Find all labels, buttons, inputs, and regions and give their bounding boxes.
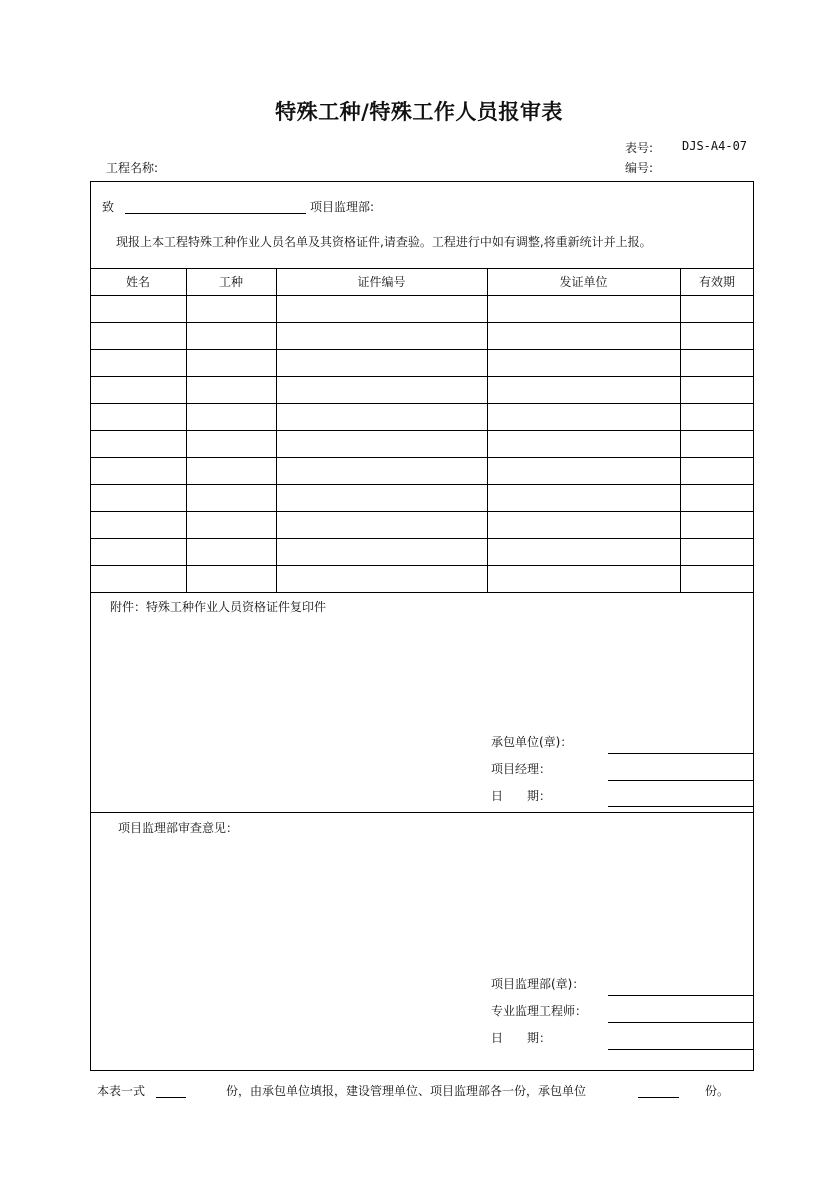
table-cell[interactable] [277,539,486,564]
attachment-text: 附件：特殊工种作业人员资格证件复印件 [110,600,327,614]
column-header-certificate-no: 证件编号 [357,275,406,289]
column-header-issuer: 发证单位 [559,275,608,289]
table-cell[interactable] [488,323,679,348]
serial-number-field[interactable] [662,161,752,175]
table-cell[interactable] [187,296,275,321]
table-cell[interactable] [91,296,185,321]
table-cell[interactable] [91,350,185,375]
table-cell[interactable] [488,296,679,321]
review-engineer-label: 专业监理工程师： [491,1004,588,1018]
table-cell[interactable] [91,512,185,537]
table-cell[interactable] [681,296,753,321]
review-dept-field[interactable] [608,995,754,996]
table-cell[interactable] [187,458,275,483]
project-name-field[interactable] [170,161,590,175]
table-cell[interactable] [681,431,753,456]
table-cell[interactable] [187,404,275,429]
intro-text: 现报上本工程特殊工种作业人员名单及其资格证件,请查验。工程进行中如有调整,将重新统计并上报。 [116,235,652,249]
table-cell[interactable] [91,431,185,456]
table-cell[interactable] [681,323,753,348]
table-cell[interactable] [277,296,486,321]
addressee-to-label: 致 [102,200,115,214]
project-manager-label: 项目经理： [491,762,552,776]
addressee-field[interactable] [125,213,306,214]
table-cell[interactable] [187,512,275,537]
attachment-date-field[interactable] [608,806,754,807]
footer-text-2: 份，由承包单位填报，建设管理单位、项目监理部各一份，承包单位 [226,1084,587,1098]
contractor-label: 承包单位(章)： [491,735,573,749]
table-cell[interactable] [91,566,185,591]
table-cell[interactable] [277,485,486,510]
table-cell[interactable] [277,512,486,537]
table-cell[interactable] [488,431,679,456]
form-number-label: 表号: [625,141,654,155]
table-cell[interactable] [91,404,185,429]
table-cell[interactable] [681,377,753,402]
table-cell[interactable] [681,485,753,510]
review-date-label: 日 期： [491,1031,552,1045]
table-cell[interactable] [91,458,185,483]
table-cell[interactable] [488,485,679,510]
footer-copies-field-2[interactable] [638,1097,679,1098]
table-cell[interactable] [277,404,486,429]
table-cell[interactable] [187,323,275,348]
review-title: 项目监理部审查意见： [118,821,239,835]
table-cell[interactable] [187,539,275,564]
contractor-field[interactable] [608,753,754,754]
table-bottom-border [90,592,754,593]
table-cell[interactable] [187,431,275,456]
table-cell[interactable] [187,377,275,402]
table-cell[interactable] [681,566,753,591]
table-cell[interactable] [488,458,679,483]
table-cell[interactable] [488,512,679,537]
table-cell[interactable] [488,404,679,429]
table-cell[interactable] [91,539,185,564]
table-cell[interactable] [681,539,753,564]
page-title: 特殊工种/特殊工作人员报审表 [275,100,563,124]
column-header-name: 姓名 [125,275,150,289]
footer-text-1: 本表一式 [97,1084,146,1098]
footer-text-3: 份。 [705,1084,730,1098]
table-cell[interactable] [681,512,753,537]
table-cell[interactable] [277,323,486,348]
table-cell[interactable] [277,458,486,483]
table-cell[interactable] [488,539,679,564]
table-cell[interactable] [277,377,486,402]
table-cell[interactable] [681,350,753,375]
table-cell[interactable] [277,566,486,591]
serial-number-label: 编号: [625,161,654,175]
column-header-job-type: 工种 [218,275,243,289]
table-cell[interactable] [488,566,679,591]
section-divider [90,812,754,813]
table-cell[interactable] [277,350,486,375]
review-engineer-field[interactable] [608,1022,754,1023]
table-cell[interactable] [91,377,185,402]
table-cell[interactable] [681,458,753,483]
column-header-validity: 有效期 [698,275,735,289]
table-cell[interactable] [187,350,275,375]
table-cell[interactable] [488,377,679,402]
addressee-dept-label: 项目监理部: [310,200,375,214]
table-cell[interactable] [187,485,275,510]
footer-copies-field-1[interactable] [156,1097,186,1098]
table-cell[interactable] [488,350,679,375]
project-name-label: 工程名称: [106,161,159,175]
table-cell[interactable] [91,323,185,348]
attachment-date-label: 日 期： [491,789,552,803]
table-cell[interactable] [681,404,753,429]
table-cell[interactable] [187,566,275,591]
table-cell[interactable] [277,431,486,456]
project-manager-field[interactable] [608,780,754,781]
table-cell[interactable] [91,485,185,510]
review-date-field[interactable] [608,1049,754,1050]
form-number-value: DJS-A4-07 [682,139,748,153]
review-dept-label: 项目监理部(章)： [491,977,585,991]
